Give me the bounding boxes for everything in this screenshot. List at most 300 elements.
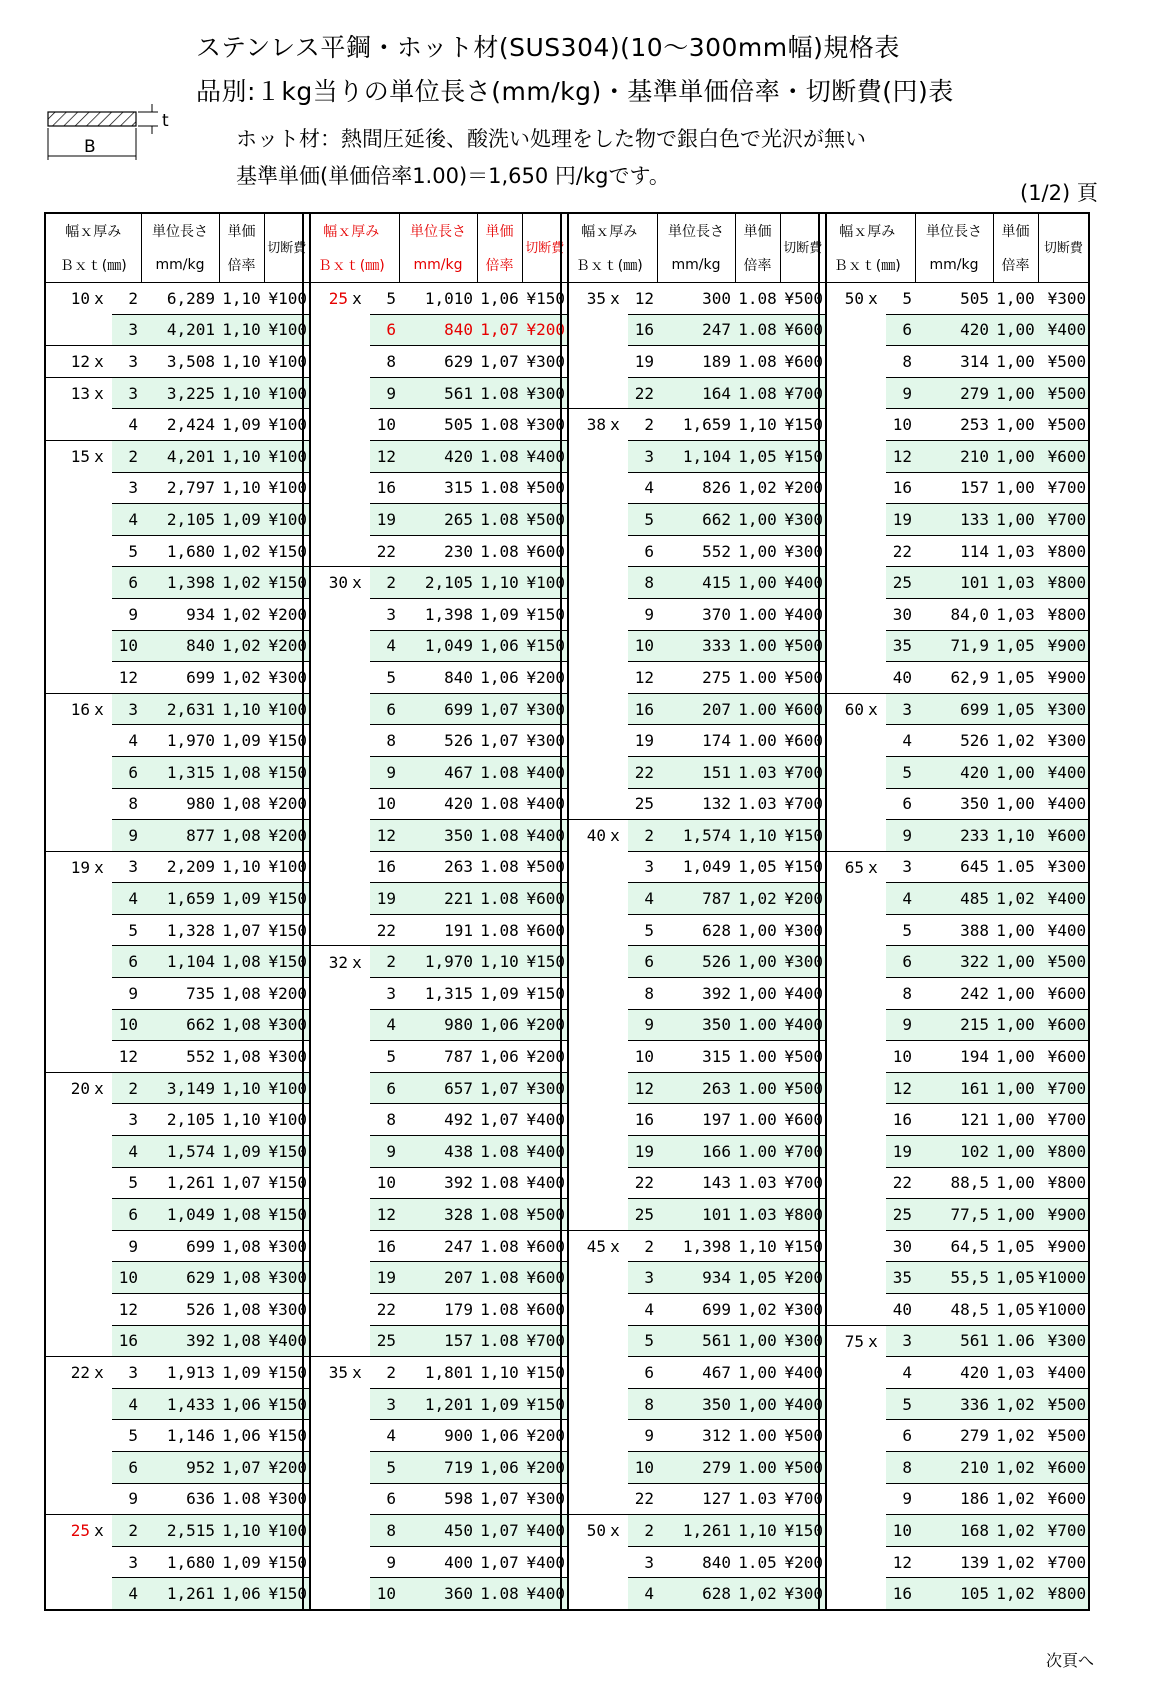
- unit-length-cell: 1,433: [141, 1388, 219, 1420]
- unit-length-cell: 242: [915, 978, 993, 1010]
- cutting-cost-cell: ¥400: [522, 820, 568, 852]
- width-cell: [303, 1420, 370, 1452]
- times-sign: x: [94, 1521, 104, 1541]
- table-row: [303, 946, 568, 978]
- thickness-cell: 10: [628, 1451, 657, 1483]
- cutting-cost-cell: ¥400: [522, 440, 568, 472]
- thickness-cell: 25: [628, 788, 657, 820]
- table-row: [45, 283, 310, 315]
- thickness-cell: 12: [628, 283, 657, 315]
- unit-length-cell: 1,970: [141, 725, 219, 757]
- thickness-cell: 2: [112, 283, 141, 315]
- table-row: [45, 1104, 310, 1136]
- size-table-column-2: [302, 212, 569, 1611]
- thickness-cell: 12: [886, 440, 915, 472]
- price-multiplier-cell: 1,07: [477, 1546, 522, 1578]
- width-value: 45: [586, 1236, 606, 1256]
- table-row: [303, 693, 568, 725]
- header-multiplier-unit: 倍率: [219, 248, 264, 283]
- table-row: [45, 883, 310, 915]
- cutting-cost-cell: ¥600: [522, 1230, 568, 1262]
- price-multiplier-cell: 1.08: [477, 788, 522, 820]
- cutting-cost-cell: ¥400: [264, 1325, 310, 1357]
- width-cell: [819, 504, 886, 536]
- thickness-cell: 8: [370, 1104, 399, 1136]
- cutting-cost-cell: ¥200: [264, 1451, 310, 1483]
- cutting-cost-cell: ¥300: [522, 725, 568, 757]
- cutting-cost-cell: ¥500: [1038, 1388, 1089, 1420]
- unit-length-cell: 4,201: [141, 314, 219, 346]
- table-row: [819, 1420, 1089, 1452]
- unit-length-cell: 114: [915, 535, 993, 567]
- price-multiplier-cell: 1,00: [993, 946, 1038, 978]
- thickness-cell: 19: [628, 1136, 657, 1168]
- width-value: 19: [70, 857, 90, 877]
- width-value: 35: [328, 1363, 348, 1383]
- cutting-cost-cell: ¥600: [522, 535, 568, 567]
- price-multiplier-cell: 1,05: [993, 630, 1038, 662]
- unit-length-cell: 505: [399, 409, 477, 441]
- thickness-cell: 12: [628, 1072, 657, 1104]
- price-multiplier-cell: 1,00: [735, 1325, 780, 1357]
- width-value: 12: [70, 351, 90, 371]
- price-multiplier-cell: 1,09: [219, 504, 264, 536]
- thickness-cell: 10: [370, 1578, 399, 1610]
- width-cell: [303, 504, 370, 536]
- cutting-cost-cell: ¥150: [522, 1388, 568, 1420]
- unit-length-cell: 2,631: [141, 693, 219, 725]
- table-row: [561, 567, 826, 599]
- cutting-cost-cell: ¥600: [522, 1262, 568, 1294]
- cutting-cost-cell: ¥700: [780, 1483, 826, 1515]
- table-row: [45, 1357, 310, 1389]
- unit-length-cell: 699: [915, 693, 993, 725]
- unit-length-cell: 322: [915, 946, 993, 978]
- thickness-cell: 9: [370, 377, 399, 409]
- cutting-cost-cell: ¥150: [780, 1515, 826, 1547]
- thickness-cell: 3: [112, 851, 141, 883]
- unit-length-cell: 247: [657, 314, 735, 346]
- price-multiplier-cell: 1,07: [477, 314, 522, 346]
- thickness-cell: 9: [370, 756, 399, 788]
- thickness-cell: 12: [112, 1041, 141, 1073]
- table-row: [45, 1009, 310, 1041]
- table-row: [819, 1357, 1089, 1389]
- unit-length-cell: 1,049: [657, 851, 735, 883]
- width-cell: [819, 914, 886, 946]
- width-cell: [819, 1104, 886, 1136]
- unit-length-cell: 952: [141, 1451, 219, 1483]
- thickness-cell: 10: [370, 409, 399, 441]
- price-multiplier-cell: 1,07: [477, 1072, 522, 1104]
- unit-length-cell: 132: [657, 788, 735, 820]
- width-cell: [303, 662, 370, 694]
- table-row: [561, 693, 826, 725]
- width-value: 22: [70, 1363, 90, 1383]
- thickness-cell: 8: [628, 1388, 657, 1420]
- cutting-cost-cell: ¥100: [264, 409, 310, 441]
- cutting-cost-cell: ¥100: [522, 567, 568, 599]
- price-multiplier-cell: 1.03: [735, 1167, 780, 1199]
- price-multiplier-cell: 1,10: [219, 440, 264, 472]
- table-row: [303, 1136, 568, 1168]
- price-multiplier-cell: 1.00: [735, 693, 780, 725]
- price-multiplier-cell: 1,00: [735, 535, 780, 567]
- cutting-cost-cell: ¥700: [1038, 1515, 1089, 1547]
- cutting-cost-cell: ¥500: [780, 630, 826, 662]
- price-multiplier-cell: 1,09: [219, 409, 264, 441]
- price-multiplier-cell: 1,05: [993, 693, 1038, 725]
- cutting-cost-cell: ¥100: [264, 1515, 310, 1547]
- table-row: [45, 693, 310, 725]
- unit-length-cell: 1,970: [399, 946, 477, 978]
- thickness-cell: 10: [112, 1009, 141, 1041]
- thickness-cell: 3: [112, 1546, 141, 1578]
- cutting-cost-cell: ¥500: [522, 504, 568, 536]
- unit-length-cell: 699: [141, 662, 219, 694]
- width-cell: [45, 1262, 112, 1294]
- price-multiplier-cell: 1,00: [993, 314, 1038, 346]
- price-multiplier-cell: 1,00: [993, 1009, 1038, 1041]
- width-value: 35: [586, 289, 606, 309]
- width-cell: [45, 1357, 112, 1389]
- width-cell: [561, 314, 628, 346]
- price-multiplier-cell: 1,10: [735, 1515, 780, 1547]
- unit-length-cell: 3,508: [141, 346, 219, 378]
- unit-length-cell: 877: [141, 820, 219, 852]
- width-cell: [561, 851, 628, 883]
- cutting-cost-cell: ¥200: [522, 1451, 568, 1483]
- unit-length-cell: 900: [399, 1420, 477, 1452]
- unit-length-cell: 492: [399, 1104, 477, 1136]
- thickness-cell: 9: [370, 1136, 399, 1168]
- price-multiplier-cell: 1.03: [735, 1199, 780, 1231]
- thickness-cell: 8: [370, 346, 399, 378]
- cutting-cost-cell: ¥150: [264, 883, 310, 915]
- price-multiplier-cell: 1,06: [477, 1041, 522, 1073]
- table-row: [303, 725, 568, 757]
- width-cell: [303, 788, 370, 820]
- thickness-cell: 16: [886, 472, 915, 504]
- cutting-cost-cell: ¥150: [264, 946, 310, 978]
- cutting-cost-cell: ¥200: [780, 883, 826, 915]
- width-cell: [819, 346, 886, 378]
- table-row: [303, 1420, 568, 1452]
- width-cell: [819, 1388, 886, 1420]
- cutting-cost-cell: ¥400: [522, 756, 568, 788]
- table-row: [819, 1483, 1089, 1515]
- header-size-label: 幅ｘ厚み: [65, 224, 122, 240]
- width-cell: [819, 567, 886, 599]
- header-unit-length-unit: mm/kg: [141, 248, 219, 283]
- width-cell: [819, 1294, 886, 1326]
- width-cell: [303, 630, 370, 662]
- times-sign: x: [94, 1078, 104, 1098]
- header-unit-length-label: 単位長さ: [141, 213, 219, 248]
- cutting-cost-cell: ¥600: [1038, 1009, 1089, 1041]
- table-row: [561, 1262, 826, 1294]
- width-cell: [45, 1483, 112, 1515]
- title-line-1: ステンレス平鋼・ホット材(SUS304)(10～300mm幅)規格表: [196, 33, 900, 62]
- table-row: [819, 1451, 1089, 1483]
- thickness-cell: 9: [112, 820, 141, 852]
- times-sign: x: [94, 351, 104, 371]
- table-row: [45, 1294, 310, 1326]
- price-multiplier-cell: 1,10: [219, 472, 264, 504]
- unit-length-cell: 189: [657, 346, 735, 378]
- unit-length-cell: 934: [141, 598, 219, 630]
- times-sign: x: [94, 699, 104, 719]
- unit-length-cell: 2,797: [141, 472, 219, 504]
- unit-length-cell: 420: [915, 314, 993, 346]
- thickness-cell: 6: [886, 314, 915, 346]
- width-cell: [45, 598, 112, 630]
- thickness-cell: 9: [886, 1009, 915, 1041]
- width-cell: [819, 1578, 886, 1610]
- unit-length-cell: 55,5: [915, 1262, 993, 1294]
- unit-length-cell: 934: [657, 1262, 735, 1294]
- width-cell: [303, 1546, 370, 1578]
- table-row: [561, 1483, 826, 1515]
- width-cell: [561, 472, 628, 504]
- table-row: [303, 1515, 568, 1547]
- cutting-cost-cell: ¥900: [1038, 630, 1089, 662]
- price-multiplier-cell: 1,00: [993, 409, 1038, 441]
- cutting-cost-cell: ¥100: [264, 504, 310, 536]
- thickness-cell: 9: [628, 598, 657, 630]
- unit-length-cell: 6,289: [141, 283, 219, 315]
- width-cell: [819, 1546, 886, 1578]
- width-cell: [561, 1451, 628, 1483]
- cutting-cost-cell: ¥400: [522, 1578, 568, 1610]
- price-multiplier-cell: 1.08: [477, 440, 522, 472]
- price-multiplier-cell: 1.08: [219, 1483, 264, 1515]
- thickness-cell: 16: [370, 1230, 399, 1262]
- table-row: [303, 1451, 568, 1483]
- cutting-cost-cell: ¥150: [264, 1578, 310, 1610]
- table-row: [819, 662, 1089, 694]
- times-sign: x: [94, 383, 104, 403]
- width-cell: [819, 1483, 886, 1515]
- cutting-cost-cell: ¥150: [264, 756, 310, 788]
- cutting-cost-cell: ¥300: [264, 1230, 310, 1262]
- thickness-cell: 12: [628, 662, 657, 694]
- unit-length-cell: 161: [915, 1072, 993, 1104]
- width-cell: [303, 314, 370, 346]
- price-multiplier-cell: 1,08: [219, 1230, 264, 1262]
- cutting-cost-cell: ¥300: [780, 914, 826, 946]
- price-multiplier-cell: 1.03: [735, 788, 780, 820]
- thickness-cell: 2: [112, 1072, 141, 1104]
- cutting-cost-cell: ¥900: [1038, 662, 1089, 694]
- thickness-cell: 16: [628, 693, 657, 725]
- price-multiplier-cell: 1,09: [219, 1546, 264, 1578]
- unit-length-cell: 186: [915, 1483, 993, 1515]
- unit-length-cell: 275: [657, 662, 735, 694]
- unit-length-cell: 636: [141, 1483, 219, 1515]
- thickness-cell: 25: [886, 1199, 915, 1231]
- cutting-cost-cell: ¥100: [264, 1072, 310, 1104]
- table-row: [819, 1041, 1089, 1073]
- unit-length-cell: 88,5: [915, 1167, 993, 1199]
- thickness-cell: 5: [112, 1420, 141, 1452]
- thickness-cell: 8: [886, 978, 915, 1010]
- thickness-cell: 3: [886, 1325, 915, 1357]
- width-cell: [303, 1199, 370, 1231]
- flat-bar-diagram: [40, 104, 180, 170]
- price-multiplier-cell: 1,05: [993, 1262, 1038, 1294]
- width-cell: [303, 946, 370, 978]
- table-row: [819, 346, 1089, 378]
- table-row: [303, 1167, 568, 1199]
- cutting-cost-cell: ¥100: [264, 346, 310, 378]
- price-multiplier-cell: 1.00: [735, 1009, 780, 1041]
- thickness-cell: 25: [886, 567, 915, 599]
- thickness-cell: 2: [370, 946, 399, 978]
- table-row: [303, 788, 568, 820]
- width-cell: [45, 1515, 112, 1547]
- thickness-cell: 25: [628, 1199, 657, 1231]
- price-multiplier-cell: 1,07: [477, 693, 522, 725]
- width-cell: [819, 1199, 886, 1231]
- width-cell: [819, 756, 886, 788]
- width-cell: [45, 630, 112, 662]
- price-multiplier-cell: 1,10: [219, 1515, 264, 1547]
- price-multiplier-cell: 1.08: [735, 314, 780, 346]
- thickness-cell: 2: [370, 1357, 399, 1389]
- width-cell: [303, 1325, 370, 1357]
- width-value: 25: [70, 1521, 90, 1541]
- price-multiplier-cell: 1,00: [993, 472, 1038, 504]
- price-multiplier-cell: 1,08: [219, 1041, 264, 1073]
- table-row: [45, 1167, 310, 1199]
- price-multiplier-cell: 1,00: [735, 978, 780, 1010]
- unit-length-cell: 1,913: [141, 1357, 219, 1389]
- width-cell: [561, 440, 628, 472]
- thickness-cell: 2: [112, 440, 141, 472]
- width-cell: [819, 440, 886, 472]
- cutting-cost-cell: ¥600: [522, 883, 568, 915]
- price-multiplier-cell: 1,07: [477, 1515, 522, 1547]
- thickness-cell: 6: [112, 567, 141, 599]
- table-row: [561, 283, 826, 315]
- table-row: [819, 1136, 1089, 1168]
- width-cell: [303, 756, 370, 788]
- table-row: [303, 1546, 568, 1578]
- table-row: [303, 1578, 568, 1610]
- price-multiplier-cell: 1,09: [219, 1136, 264, 1168]
- header-multiplier-unit: 倍率: [477, 248, 522, 283]
- price-multiplier-cell: 1.08: [477, 756, 522, 788]
- table-row: [561, 1199, 826, 1231]
- unit-length-cell: 105: [915, 1578, 993, 1610]
- width-cell: [561, 1546, 628, 1578]
- cutting-cost-cell: ¥500: [522, 851, 568, 883]
- unit-length-cell: 662: [141, 1009, 219, 1041]
- cutting-cost-cell: ¥600: [1038, 1041, 1089, 1073]
- cutting-cost-cell: ¥100: [264, 693, 310, 725]
- width-cell: [303, 1451, 370, 1483]
- table-row: [45, 725, 310, 757]
- next-page-link[interactable]: 次頁へ: [1046, 1651, 1095, 1670]
- thickness-cell: 16: [112, 1325, 141, 1357]
- width-cell: [561, 1515, 628, 1547]
- unit-length-cell: 300: [657, 283, 735, 315]
- price-multiplier-cell: 1,02: [993, 1420, 1038, 1452]
- unit-length-cell: 552: [657, 535, 735, 567]
- header-unit-length-unit: mm/kg: [915, 248, 993, 283]
- table-row: [561, 440, 826, 472]
- width-cell: [561, 1483, 628, 1515]
- width-cell: [561, 883, 628, 915]
- cutting-cost-cell: ¥200: [264, 820, 310, 852]
- width-cell: [819, 535, 886, 567]
- price-multiplier-cell: 1,00: [993, 346, 1038, 378]
- unit-length-cell: 350: [915, 788, 993, 820]
- price-multiplier-cell: 1.08: [477, 1325, 522, 1357]
- price-multiplier-cell: 1.08: [477, 1136, 522, 1168]
- width-cell: [303, 1357, 370, 1389]
- thickness-cell: 10: [370, 788, 399, 820]
- width-cell: [561, 1357, 628, 1389]
- price-multiplier-cell: 1,09: [477, 1388, 522, 1420]
- width-cell: [819, 1167, 886, 1199]
- thickness-cell: 4: [112, 1578, 141, 1610]
- unit-length-cell: 980: [141, 788, 219, 820]
- width-value: 65: [844, 857, 864, 877]
- thickness-cell: 5: [628, 504, 657, 536]
- thickness-cell: 12: [112, 1294, 141, 1326]
- thickness-cell: 19: [886, 1136, 915, 1168]
- table-row: [819, 1578, 1089, 1610]
- price-multiplier-cell: 1,00: [993, 1136, 1038, 1168]
- width-cell: [303, 567, 370, 599]
- thickness-cell: 12: [370, 1199, 399, 1231]
- table-row: [819, 567, 1089, 599]
- thickness-cell: 6: [628, 1357, 657, 1389]
- table-row: [561, 1357, 826, 1389]
- thickness-cell: 35: [886, 630, 915, 662]
- thickness-cell: 5: [370, 662, 399, 694]
- unit-length-cell: 980: [399, 1009, 477, 1041]
- unit-length-cell: 77,5: [915, 1199, 993, 1231]
- price-multiplier-cell: 1,03: [993, 535, 1038, 567]
- table-row: [561, 377, 826, 409]
- unit-length-cell: 420: [915, 756, 993, 788]
- width-value: 20: [70, 1078, 90, 1098]
- thickness-cell: 6: [628, 535, 657, 567]
- price-multiplier-cell: 1,06: [477, 1420, 522, 1452]
- thickness-cell: 5: [112, 535, 141, 567]
- price-multiplier-cell: 1,02: [993, 1546, 1038, 1578]
- thickness-cell: 4: [886, 1357, 915, 1389]
- width-cell: [561, 1578, 628, 1610]
- price-multiplier-cell: 1.00: [735, 1451, 780, 1483]
- width-cell: [45, 1230, 112, 1262]
- width-cell: [45, 946, 112, 978]
- unit-length-cell: 840: [399, 314, 477, 346]
- width-cell: [45, 788, 112, 820]
- unit-length-cell: 247: [399, 1230, 477, 1262]
- unit-length-cell: 526: [915, 725, 993, 757]
- thickness-cell: 4: [112, 409, 141, 441]
- table-row: [819, 472, 1089, 504]
- table-row: [819, 1325, 1089, 1357]
- price-multiplier-cell: 1,02: [219, 535, 264, 567]
- width-cell: [819, 1041, 886, 1073]
- price-multiplier-cell: 1,05: [735, 851, 780, 883]
- table-row: [303, 820, 568, 852]
